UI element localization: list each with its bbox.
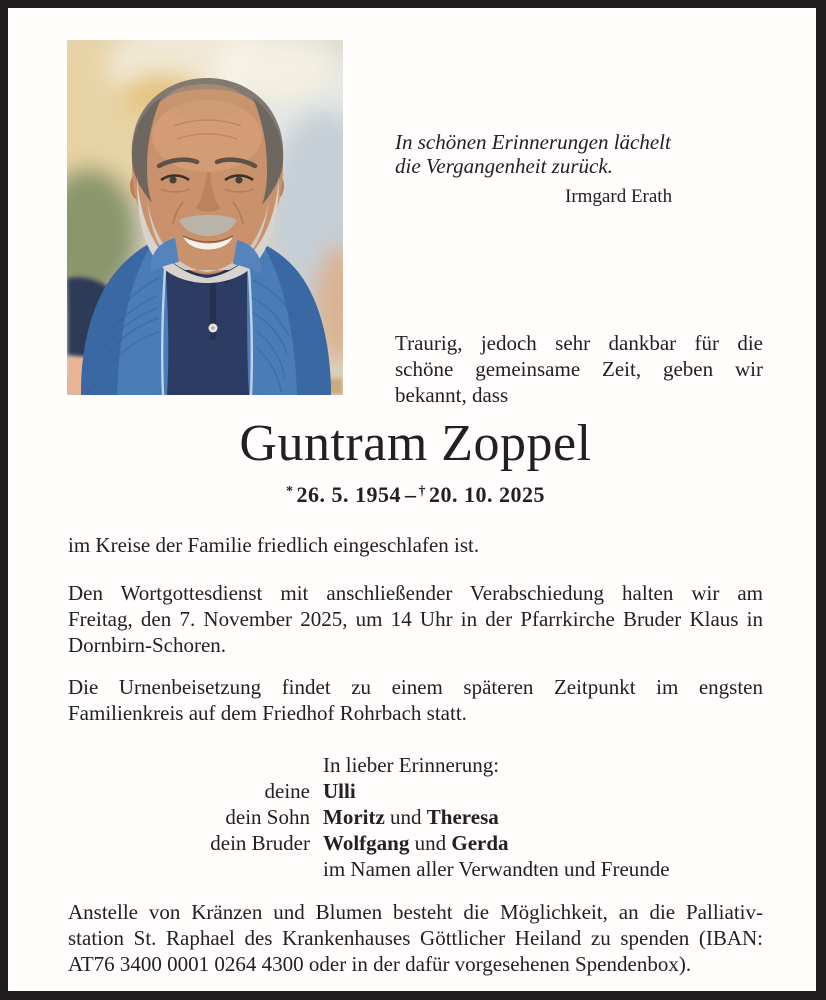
family-name: Moritz [323, 805, 385, 829]
death-date: 20. 10. 2025 [429, 482, 545, 507]
relation-names [310, 778, 356, 804]
quote-line: In schönen Erinnerungen lächelt [395, 130, 671, 154]
portrait-illustration [67, 40, 343, 395]
paragraph-line: Dornbirn-Schoren. [68, 633, 227, 657]
memorial-quote [395, 130, 763, 209]
paragraph-line: AT76 3400 0001 0264 4300 oder in der dafür vorgesehenen Spendenbox). [68, 952, 692, 976]
remembrance-row [68, 830, 763, 856]
paragraph-passing [68, 532, 763, 558]
conjunction: und [390, 805, 422, 829]
announcement-line: schöne gemeinsame Zeit, geben wir [395, 357, 763, 381]
announcement-line: Traurig, jedoch sehr dankbar für die [395, 331, 763, 355]
relation-names [310, 804, 499, 830]
remembrance-footer: im Namen aller Verwandten und Freunde [323, 857, 670, 881]
birth-date: 26. 5. 1954 [296, 482, 401, 507]
relation-label: deine [264, 779, 310, 803]
life-dates [68, 477, 763, 510]
remembrance-row [68, 778, 763, 804]
quote-attribution: Irmgard Erath [565, 186, 673, 207]
paragraph-line: Anstelle von Kränzen und Blumen besteht die Möglichkeit, an die Palliativ- [68, 900, 763, 924]
relation-names [310, 830, 509, 856]
header-text-column [395, 8, 763, 407]
relation-label: dein Bruder [210, 831, 310, 855]
family-name: Theresa [426, 805, 499, 829]
death-dagger-icon: † [418, 484, 426, 499]
paragraph-line: Die Urnenbeisetzung findet zu einem späteren Zeitpunkt im engsten [68, 675, 763, 699]
paragraph-line: Familienkreis auf dem Friedhof Rohrbach statt. [68, 701, 467, 725]
deceased-name: Guntram Zoppel [239, 415, 592, 472]
paragraph-line: im Kreise der Familie friedlich eingeschlafen ist. [68, 533, 480, 557]
dates-separator: – [405, 482, 417, 507]
announcement-line: bekannt, dass [395, 383, 509, 407]
paragraph-line: Freitag, den 7. November 2025, um 14 Uhr in der Pfarrkirche Bruder Klaus in [68, 607, 763, 631]
family-name: Wolfgang [323, 831, 410, 855]
paragraph-line: station St. Raphael des Krankenhauses Göttlicher Heiland zu spenden (IBAN: [68, 926, 763, 950]
family-name: Ulli [323, 779, 356, 803]
paragraph-donations [68, 899, 763, 977]
paragraph-burial [68, 674, 763, 726]
remembrance-block [68, 752, 763, 882]
remembrance-heading: In lieber Erinnerung: [323, 753, 500, 777]
announcement-text [395, 330, 763, 408]
family-name: Gerda [451, 831, 509, 855]
quote-line: die Vergangenheit zurück. [395, 154, 613, 178]
portrait-photo [67, 40, 343, 395]
remembrance-row [68, 804, 763, 830]
relation-label: dein Sohn [225, 805, 310, 829]
paragraph-line: Den Wortgottesdienst mit anschließender Verabschiedung halten wir am [68, 581, 763, 605]
header-section [68, 8, 763, 407]
conjunction: und [414, 831, 447, 855]
obituary-content [8, 8, 816, 991]
paragraph-service [68, 580, 763, 658]
birth-star-icon: * [286, 484, 294, 499]
